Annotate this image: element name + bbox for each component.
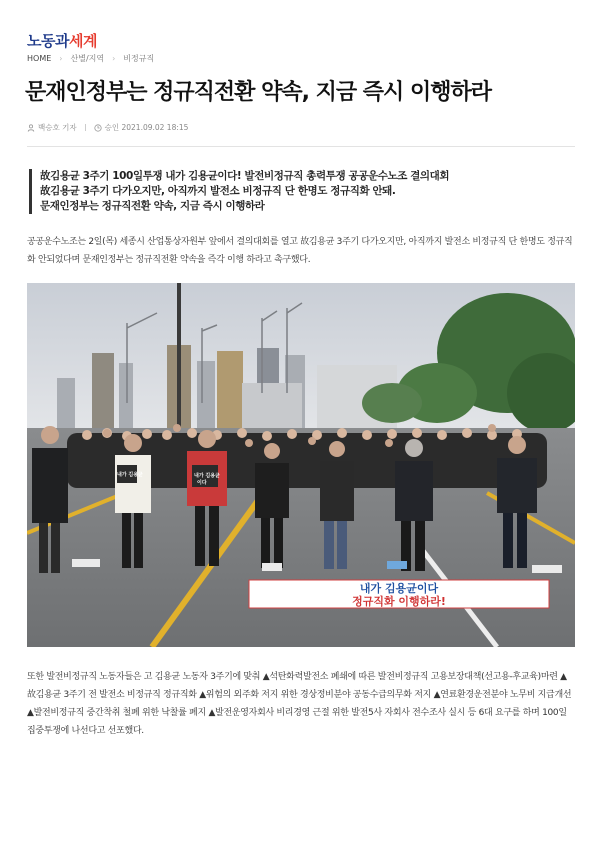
rally-photo-illustration: [27, 283, 575, 647]
chevron-right-icon: ›: [112, 54, 116, 63]
subhead: 문재인정부는 정규직전환 약속, 지금 즉시 이행하라: [40, 200, 265, 212]
meta-divider: [85, 124, 86, 131]
subhead: 故김용균 3주기 100일투쟁 내가 김용균이다! 발전비정규직 총력투쟁 공공운수노조 결의대회: [40, 170, 450, 182]
breadcrumb: [27, 53, 154, 64]
breadcrumb-home[interactable]: HOME: [27, 54, 52, 63]
author-name: 백승호 기자: [38, 123, 77, 132]
banner-line2: 정규직화 이행하라!: [352, 595, 446, 608]
chest-sign-text: 내가 김용균: [194, 473, 220, 479]
divider: [27, 146, 575, 147]
user-icon: [27, 124, 35, 132]
banner-line1: 내가 김용균이다: [359, 582, 439, 595]
clock-icon: [94, 124, 102, 132]
article-paragraph: 또한 발전비정규직 노동자들은 고 김용균 노동자 3주기에 맞춰 ▲석탄화력발전소 폐쇄에 따른 발전비정규직 고용보장대책(선고용-후교육)마련 ▲故김용균 3주기 전 발전소 비정규직 정규직화 ▲위험의 외주화 저지 위한 경상정비분야 공동수급의무화 저지 ▲연료환경운전분야 노무비 지급개선 ▲발전비정규직 중간착취 철폐 위한 낙찰률 폐지 ▲발전운영자회사 비리경영 근절 위한 발전5사 자회사 전수조사 실시 등 6대 요구를 하며 100일집중투쟁에 나선다고 선포했다.: [27, 672, 572, 736]
chest-sign-text: 이다: [197, 480, 207, 486]
subhead: 故김용균 3주기 다가오지만, 아직까지 발전소 비정규직 단 한명도 정규직화 안돼.: [40, 185, 396, 197]
chest-sign-text: 내가 김용균: [117, 472, 143, 478]
article-subheads: [29, 169, 449, 214]
breadcrumb-subsection[interactable]: 비정규직: [123, 54, 155, 63]
breadcrumb-section[interactable]: 산별/지역: [70, 54, 105, 63]
chevron-right-icon: ›: [59, 54, 63, 63]
published-date: 승인 2021.09.02 18:15: [104, 123, 189, 132]
article-photo[interactable]: [27, 283, 575, 647]
article-meta: [27, 122, 188, 133]
article-paragraph: 공공운수노조는 2일(목) 세종시 산업통상자원부 앞에서 결의대회를 열고 故김용균 3주기 다가오지만, 아직까지 발전소 비정규직 단 한명도 정규직화 안되었다며 문재인정부는 정규직전환 약속을 즉각 이행 하라고 촉구했다.: [27, 237, 573, 265]
site-logo[interactable]: [27, 30, 97, 51]
logo-part1: 노동과: [27, 32, 69, 50]
page-title: 문재인정부는 정규직전환 약속, 지금 즉시 이행하라: [25, 80, 491, 105]
logo-part2: 세계: [68, 32, 97, 50]
